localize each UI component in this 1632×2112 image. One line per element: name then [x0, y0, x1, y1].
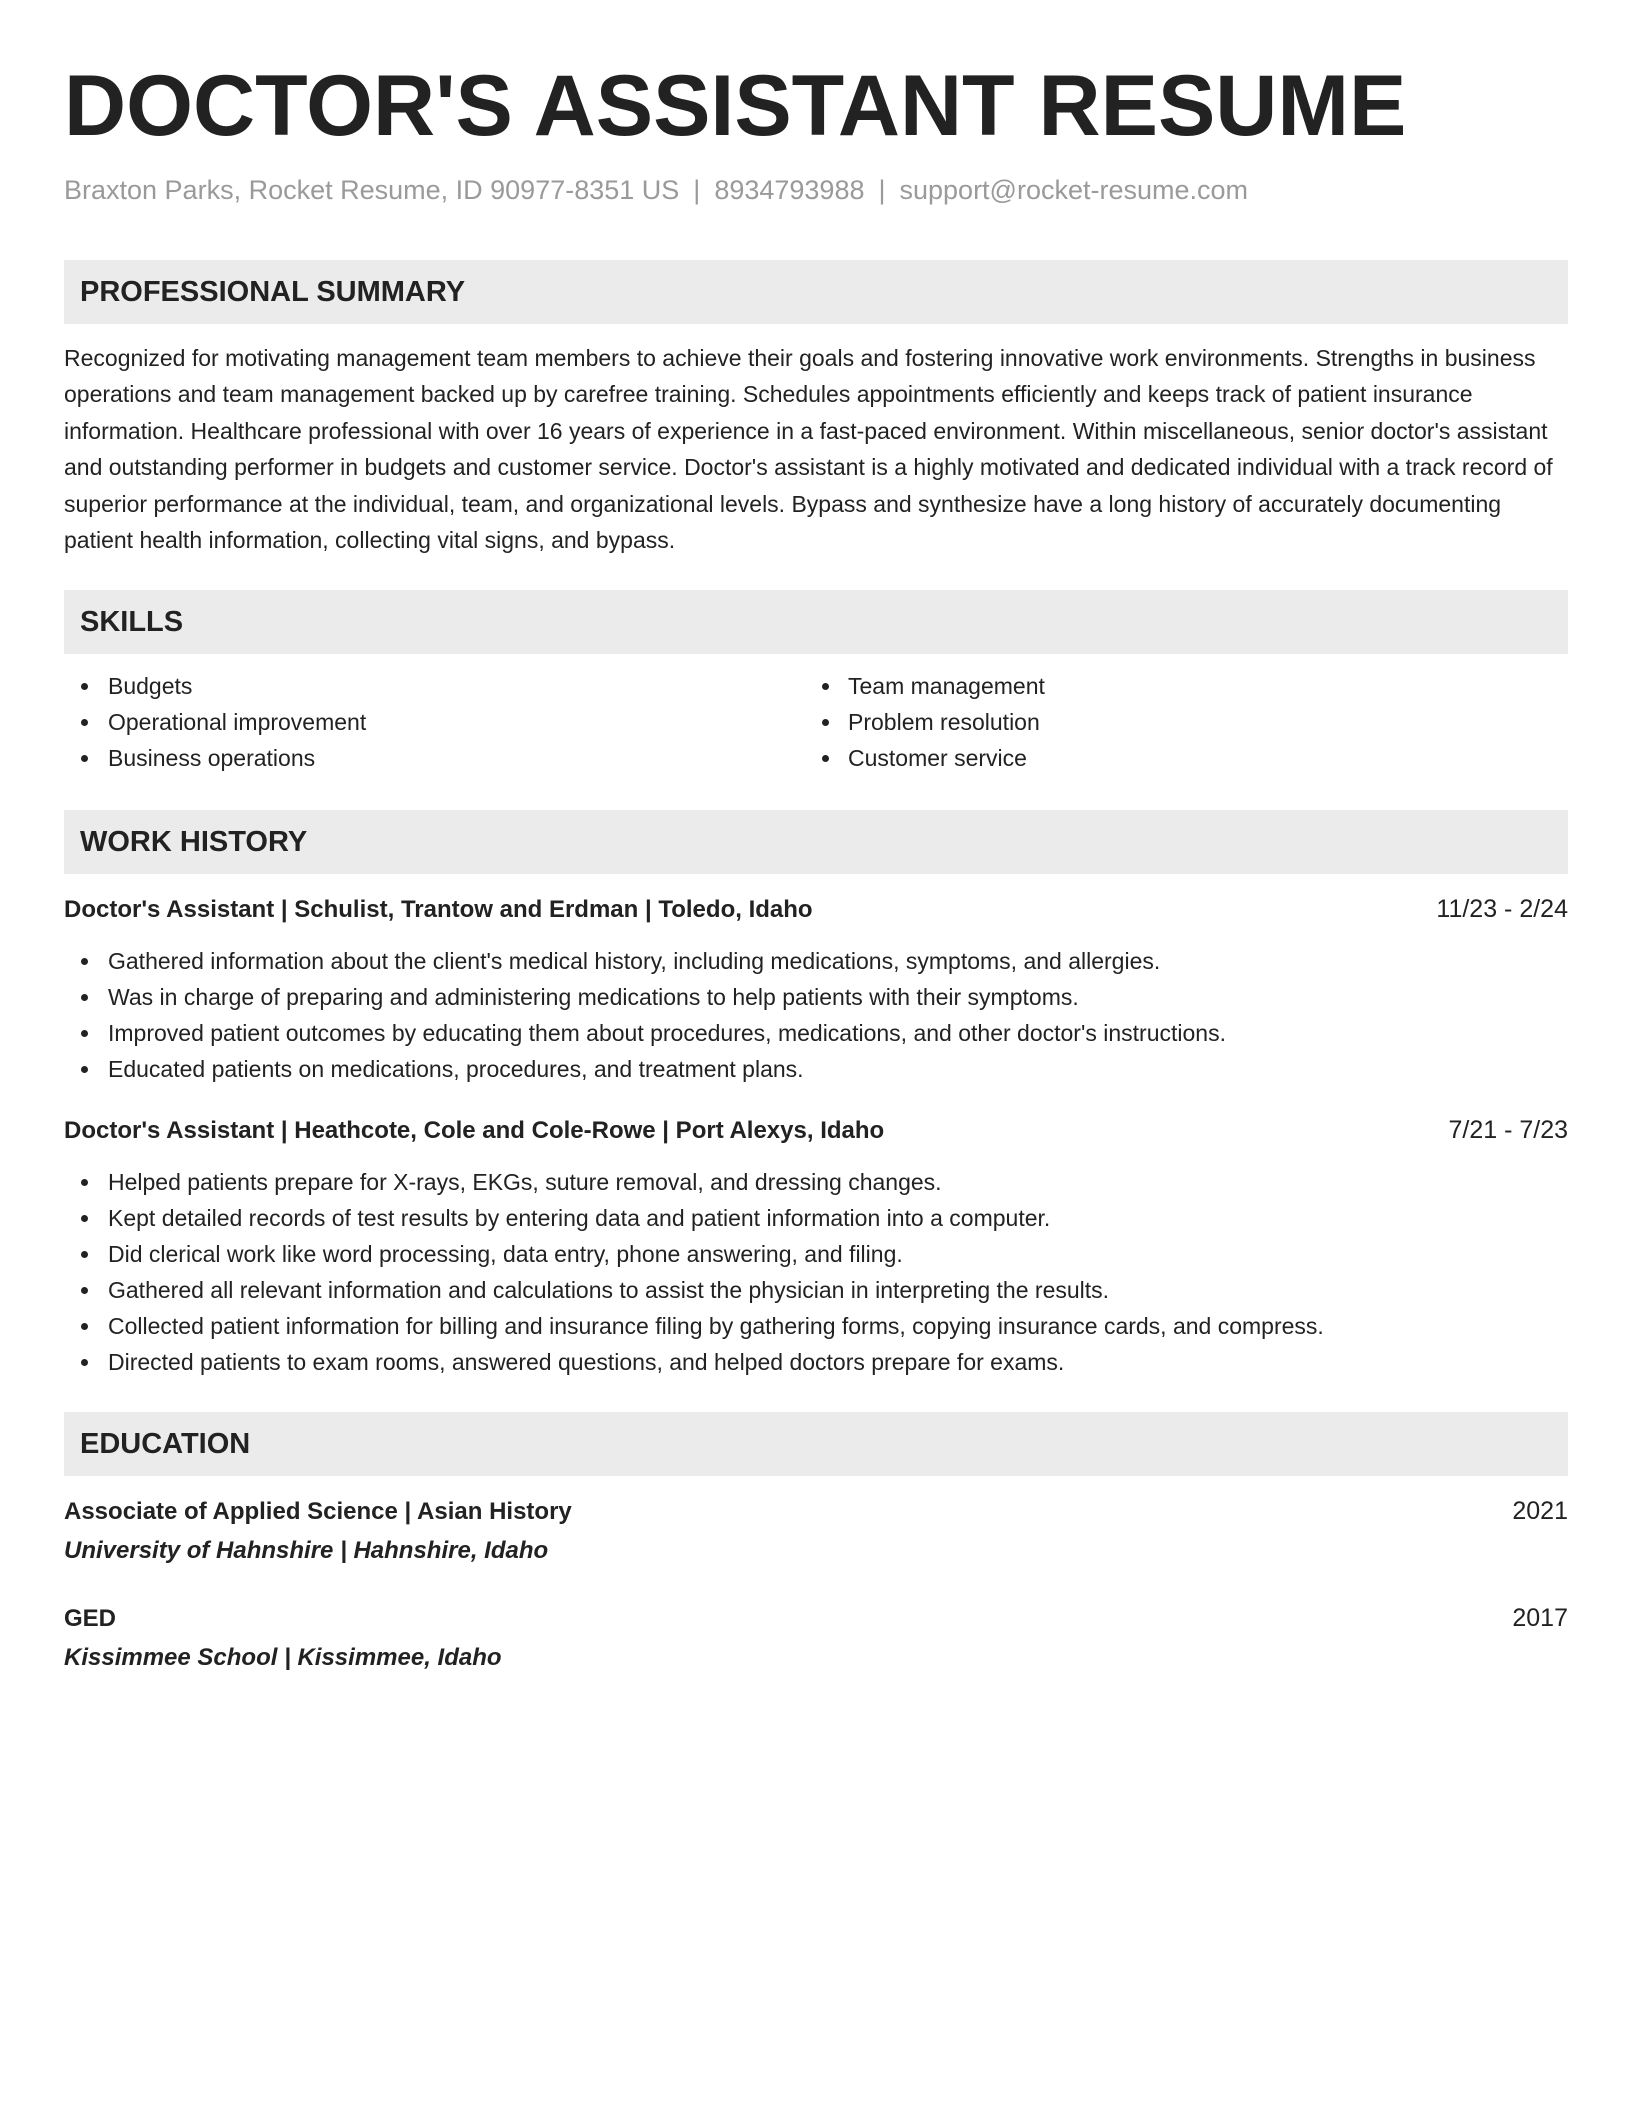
job-title: Doctor's Assistant | Heathcote, Cole and Cole-Rowe | Port Alexys, Idaho	[64, 1117, 885, 1145]
job-header	[64, 892, 1568, 927]
job-bullet: Helped patients prepare for X-rays, EKGs, suture removal, and dressing changes.	[64, 1164, 1568, 1200]
skills-column-right	[816, 668, 1568, 776]
job-bullet: Kept detailed records of test results by entering data and patient information into a computer.	[64, 1200, 1568, 1236]
contact-separator: |	[693, 175, 701, 205]
education-school: University of Hahnshire | Hahnshire, Idaho	[64, 1537, 549, 1565]
job-bullet: Gathered all relevant information and calculations to assist the physician in interpreting the results.	[64, 1272, 1568, 1308]
contact-email: support@rocket-resume.com	[899, 175, 1249, 205]
skills-column-left	[64, 668, 816, 776]
skill-item: Team management	[816, 668, 1568, 704]
job-bullet: Improved patient outcomes by educating them about procedures, medications, and other doctor's instructions.	[64, 1015, 1568, 1051]
education-header	[64, 1601, 1568, 1636]
job-bullets	[64, 1164, 1568, 1380]
job-entry	[64, 1113, 1568, 1380]
job-bullet: Directed patients to exam rooms, answered questions, and helped doctors prepare for exams.	[64, 1344, 1568, 1380]
summary-text: Recognized for motivating management team members to achieve their goals and fostering innovative work environments. Strengths in business operations and team management backed up by carefree training. Schedules appointments efficiently and keeps track of patient insurance information. Healthcare professional with over 16 years of experience in a fast-paced environment. Within miscellaneous, senior doctor's assistant and outstanding performer in budgets and customer service. Doctor's assistant is a highly motivated and dedicated individual with a track record of superior performance at the individual, team, and organizational levels. Bypass and synthesize have a long history of accurately documenting patient health information, collecting vital signs, and bypass.	[64, 345, 1553, 554]
education-degree: Associate of Applied Science | Asian History	[64, 1498, 572, 1526]
job-bullets	[64, 943, 1568, 1087]
education-school: Kissimmee School | Kissimmee, Idaho	[64, 1644, 502, 1672]
education-entry	[64, 1601, 1568, 1674]
job-entry	[64, 892, 1568, 1087]
education-header	[64, 1494, 1568, 1529]
contact-line	[64, 172, 1568, 208]
education-degree: GED	[64, 1605, 117, 1633]
contact-address: Braxton Parks, Rocket Resume, ID 90977-8351 US	[64, 175, 680, 205]
skill-item: Customer service	[816, 740, 1568, 776]
contact-separator: |	[878, 175, 886, 205]
job-bullet: Educated patients on medications, procedures, and treatment plans.	[64, 1051, 1568, 1087]
job-dates: 11/23 - 2/24	[1436, 895, 1568, 924]
section-header-work-history: WORK HISTORY	[64, 810, 1568, 874]
resume-title: DOCTOR'S ASSISTANT RESUME	[64, 58, 1407, 154]
section-header-summary: PROFESSIONAL SUMMARY	[64, 260, 1568, 324]
education-year: 2021	[1512, 1497, 1568, 1526]
education-year: 2017	[1512, 1604, 1568, 1633]
job-title: Doctor's Assistant | Schulist, Trantow and Erdman | Toledo, Idaho	[64, 896, 813, 924]
contact-phone: 8934793988	[714, 175, 865, 205]
job-header	[64, 1113, 1568, 1148]
job-bullet: Was in charge of preparing and administering medications to help patients with their symptoms.	[64, 979, 1568, 1015]
section-header-education: EDUCATION	[64, 1412, 1568, 1476]
skill-item: Operational improvement	[64, 704, 816, 740]
section-header-skills: SKILLS	[64, 590, 1568, 654]
job-dates: 7/21 - 7/23	[1448, 1116, 1568, 1145]
education-entry	[64, 1494, 1568, 1567]
skill-item: Budgets	[64, 668, 816, 704]
job-bullet: Collected patient information for billing and insurance filing by gathering forms, copying insurance cards, and compress.	[64, 1308, 1568, 1344]
job-bullet: Did clerical work like word processing, data entry, phone answering, and filing.	[64, 1236, 1568, 1272]
job-bullet: Gathered information about the client's medical history, including medications, symptoms, and allergies.	[64, 943, 1568, 979]
skills-list	[64, 668, 1568, 776]
skill-item: Business operations	[64, 740, 816, 776]
skill-item: Problem resolution	[816, 704, 1568, 740]
